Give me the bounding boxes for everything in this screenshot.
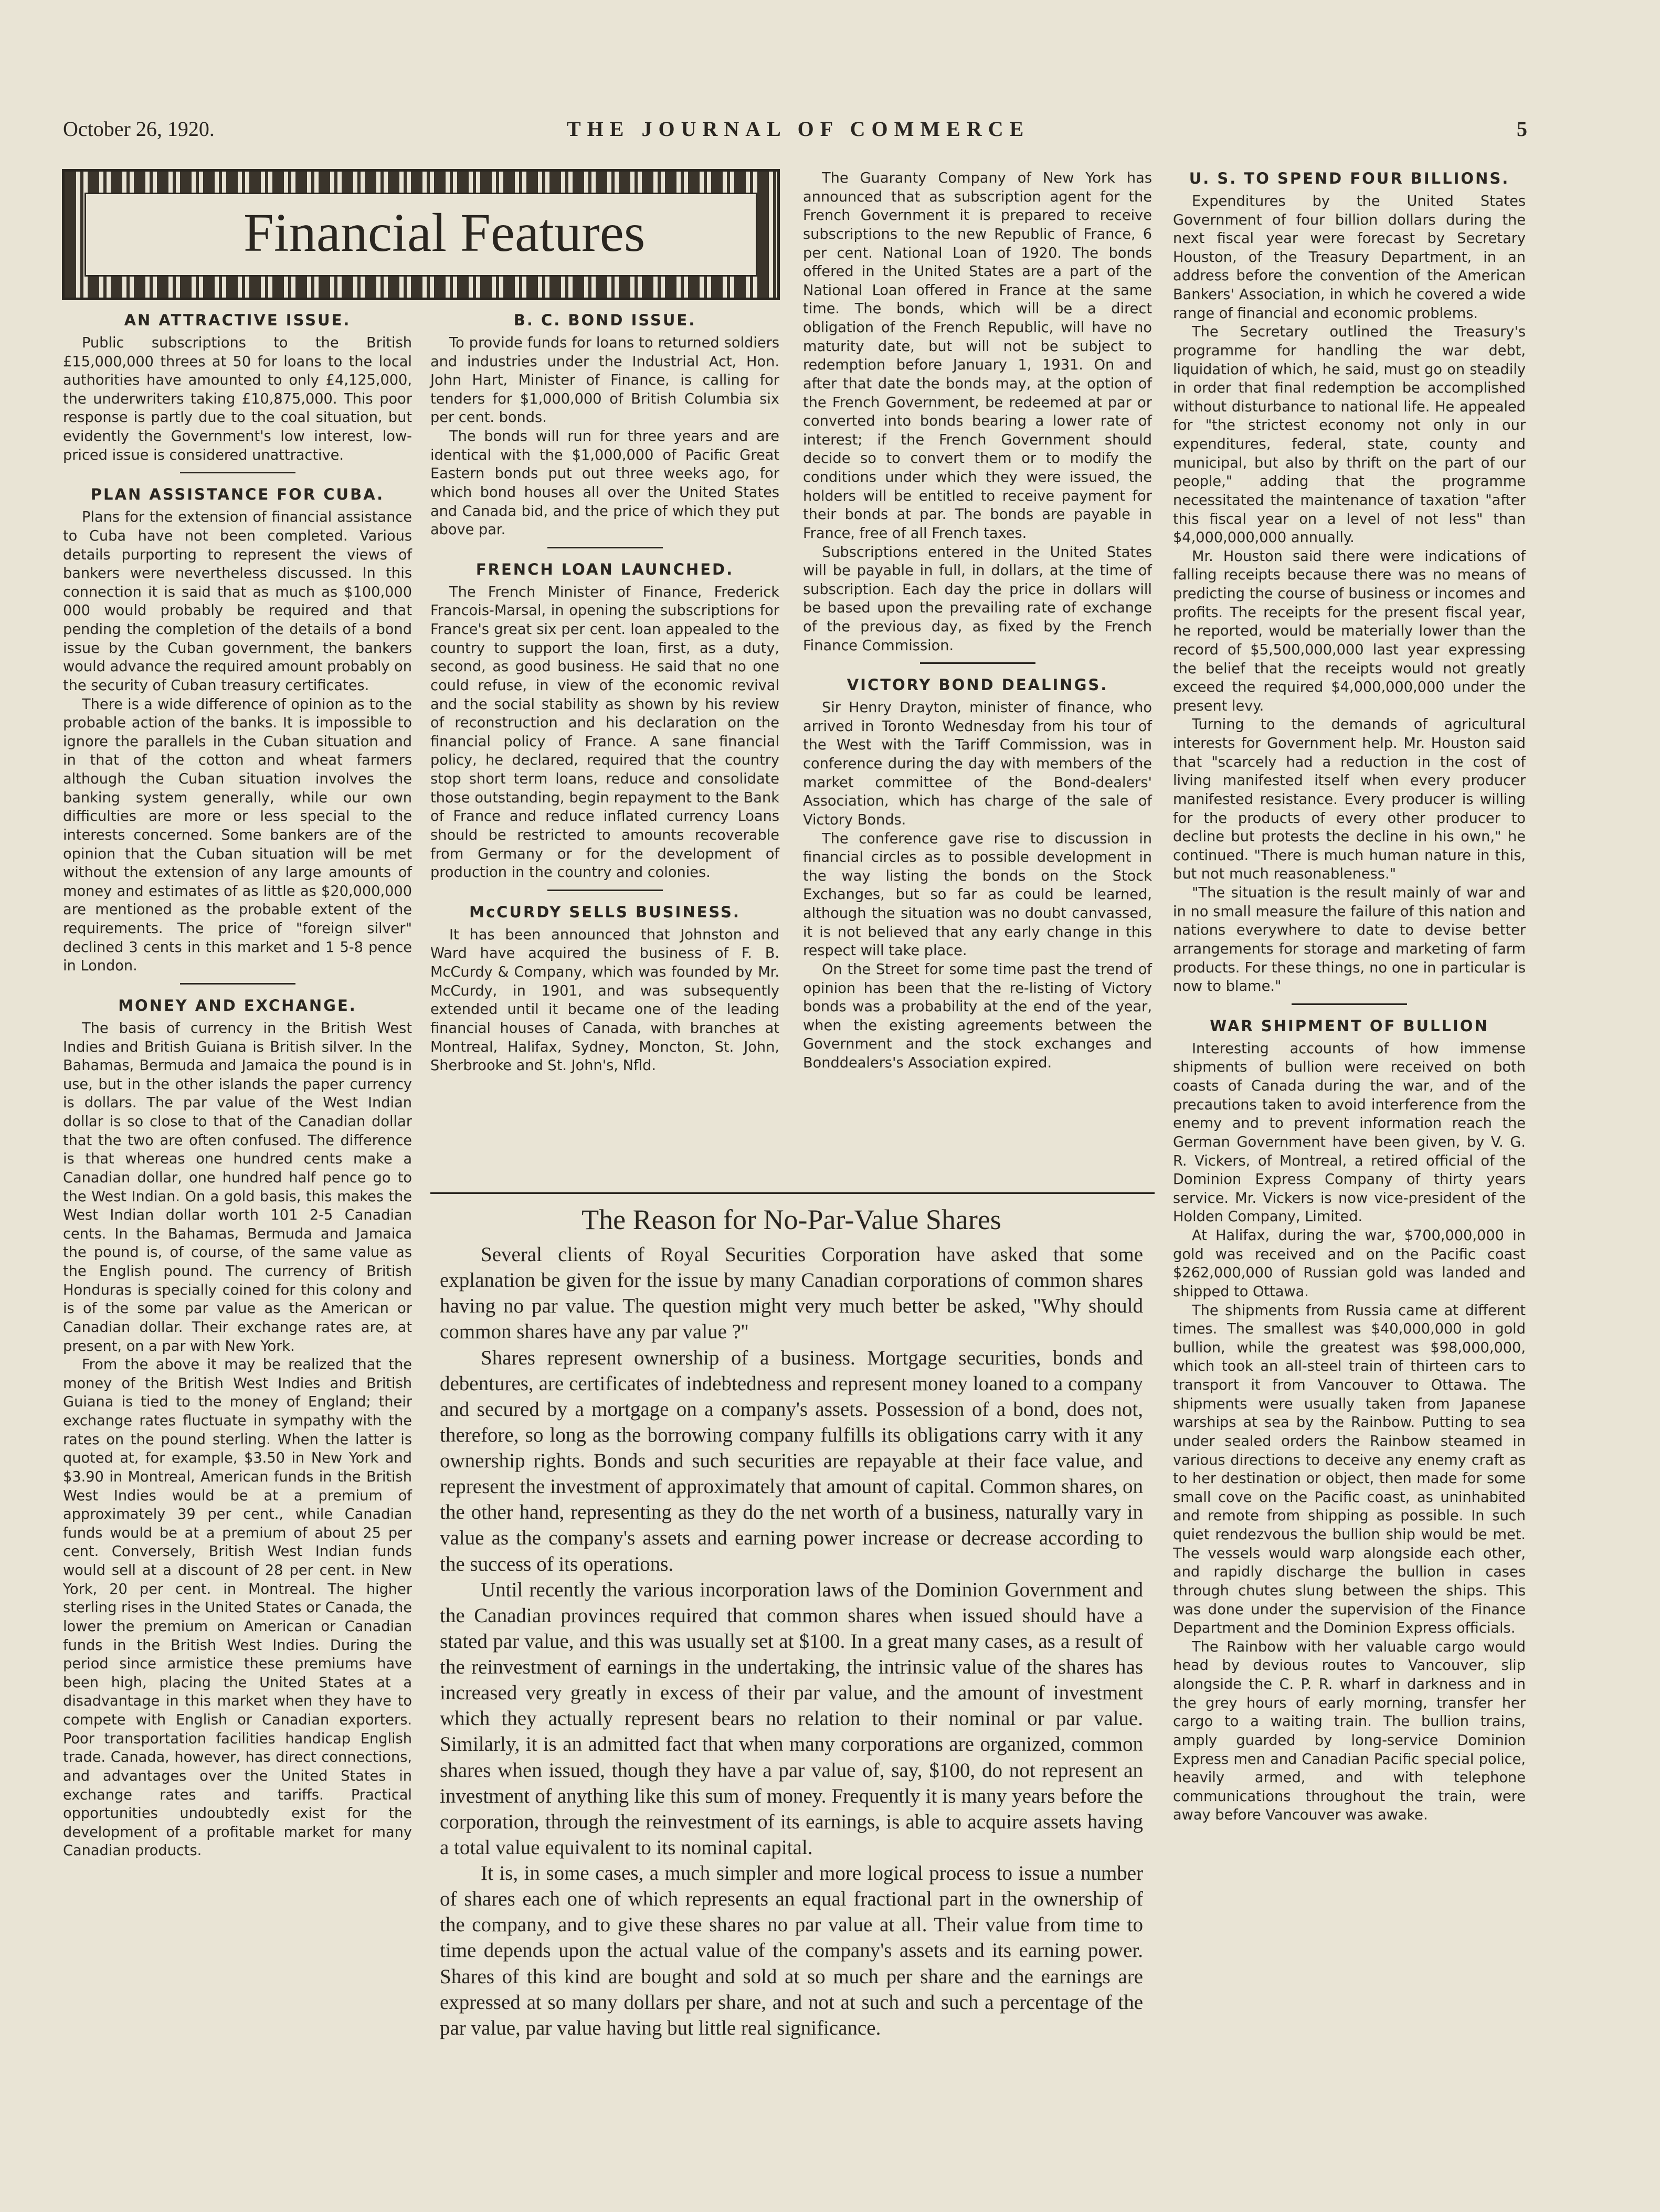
column-1 <box>63 311 412 1860</box>
article-top-rule <box>430 1192 1155 1194</box>
heading-attractive-issue: AN ATTRACTIVE ISSUE. <box>124 311 351 329</box>
paragraph: It is, in some cases, a much simpler and more logical process to issue a number of shares each one of which represents an equal fractional part in the ownership of the company, and to give these shares no par value at all. Their value from time to time depends upon the actual value of the company's assets and its earning power. Shares of this kind are bought and sold at so much per share and the earnings are expressed at so many dollars per share, and not at such and such a percentage of the par value, par value having but little real significance. <box>440 1862 1143 2039</box>
paragraph: The bonds will run for three years and are identical with the $1,000,000 of Pacific Great Eastern bonds put out three weeks ago, for which bond houses all over the United States and Canada bid, and the price of which they put above par. <box>430 428 779 538</box>
paragraph: Several clients of Royal Securities Corporation have asked that some explanation be given for the issue by many Canadian corporations of common shares having no par value. The question might very much better be asked, ''Why should common shares have any par value ?'' <box>440 1243 1143 1343</box>
section-divider <box>180 983 295 985</box>
banner-inner-panel <box>84 193 757 277</box>
heading-french-loan-launched: FRENCH LOAN LAUNCHED. <box>475 560 734 578</box>
paragraph: Sir Henry Drayton, minister of finance, who arrived in Toronto Wednesday from his tour of the West with the Tariff Commission, was in conference during the day with members of the market committee of the Bond-dealers' Association, which has charge of the sale of Victory Bonds. <box>803 700 1152 828</box>
paragraph: It has been announced that Johnston and Ward have acquired the business of F. B. McCurdy & Company, which was founded by Mr. McCurdy, in 1901, and was subsequently extended until it became one of the leading financial houses of Canada, with branches at Montreal, Halifax, Sydney, Moncton, St. John, Sherbrooke and St. John's, Nfld. <box>430 926 779 1074</box>
heading-victory-bond-dealings: VICTORY BOND DEALINGS. <box>847 676 1108 694</box>
paragraph: The basis of currency in the British West Indies and British Guiana is British silver. In the Bahamas, Bermuda and Jamaica the pound is in use, but in the other islands the paper currency is dollars. The par value of the West Indian dollar is so close to that of the Canadian dollar that the two are often confused. The difference is that whereas one hundred cents make a Canadian dollar, one hundred half pence go to the West Indian. On a gold basis, this makes the West Indian dollar worth 101 2-5 Canadian cents. In the Bahamas, Bermuda and Jamaica the pound is, of course, of the same value as the English pound. The currency of British Honduras is specially coined for this colony and is of the some par value as the American or Canadian dollar. Their exchange rates are, at present, on a par with New York. <box>63 1020 412 1354</box>
paragraph: Public subscriptions to the British £15,000,000 threes at 50 for loans to the local authorities have amounted to only £4,125,000, the underwriters taking £10,875,000. This poor response is partly due to the coal situation, but evidently the Government's low interest, low-priced issue is considered unattractive. <box>63 334 412 463</box>
financial-features-banner <box>62 169 780 300</box>
heading-bc-bond-issue: B. C. BOND ISSUE. <box>513 311 696 329</box>
paragraph: The conference gave rise to discussion in financial circles as to possible development in the way listing the bonds on the Stock Exchanges, but so far as could be learned, although the situation was no doubt canvassed, it is not believed that any early change in this respect will take place. <box>803 830 1152 959</box>
paragraph: Shares represent ownership of a business. Mortgage securities, bonds and debentures, are certificates of indebtedness and represent money loaned to a company and secured by a mortgage on a company's assets. Possession of a bond, does not, therefore, so long as the borrowing company fulfills its obligations carry with it any ownership rights. Bonds and such securities are repayable at their face value, and represent the investment of approximately that amount of capital. Common shares, on the other hand, representing as they do the net worth of a business, naturally vary in value as the company's assets and earning power increase or decrease according to the success of its operations. <box>440 1346 1143 1575</box>
page-number: 5 <box>1517 117 1527 141</box>
paragraph: To provide funds for loans to returned soldiers and industries under the Industrial Act, Hon. John Hart, Minister of Finance, is calling for tenders for $1,000,000 of British Columbia six per cent. bonds. <box>430 334 779 426</box>
section-divider <box>547 547 663 548</box>
issue-date: October 26, 1920. <box>63 117 215 141</box>
paragraph: There is a wide difference of opinion as to the probable action of the banks. It is impossible to ignore the parallels in the Cuban situation and in that of the cotton and wheat farmers although the Cuban situation involves the banking system generally, while our own difficulties are more or less special to the interests concerned. Some bankers are of the opinion that the Cuban situation will be met without the extension of any large amounts of money and estimates of as little as $20,000,000 are mentioned as the probable extent of the requirements. The price of "foreign silver" declined 3 cents in this market and 1 5-8 pence in London. <box>63 696 412 975</box>
heading-mccurdy-sells-business: McCURDY SELLS BUSINESS. <box>469 903 741 921</box>
paragraph: The Rainbow with her valuable cargo would head by devious routes to Vancouver, slip alongside the C. P. R. wharf in darkness and in the grey hours of early morning, transfer her cargo to a waiting train. The bullion trains, amply guarded by long-service Dominion Express men and Canadian Pacific special police, heavily armed, and with telephone communications throughout the train, were away before Vancouver was awake. <box>1173 1638 1526 1824</box>
paragraph: The French Minister of Finance, Frederick Francois-Marsal, in opening the subscriptions for France's great six per cent. loan appealed to the country to support the loan, first, as a duty, second, as good business. He said that no one could refuse, in view of the economic revival and the social stability as shown by his review of reconstruction and his declaration on the financial policy of France. A sane financial policy, he declared, required that the country stop short term loans, reduce and consolidate those outstanding, begin repayment to the Bank of France and reduce inflated currency Loans should be restricted to amounts recoverable from Germany or for the development of production in the country and colonies. <box>430 584 779 881</box>
paragraph: Subscriptions entered in the United States will be payable in full, in dollars, at the time of subscription. Each day the price in dollars will be based upon the prevailing rate of exchange of the previous day, as fixed by the French Finance Commission. <box>803 544 1152 654</box>
no-par-value-article <box>440 1202 1143 2041</box>
paragraph: Expenditures by the United States Government of four billion dollars during the next fiscal year were forecast by Secretary Houston, of the Treasury Department, in an address before the convention of the American Bankers' Association, in which he covered a wide range of financial and economic problems. <box>1173 193 1526 322</box>
heading-us-spend-four-billions: U. S. TO SPEND FOUR BILLIONS. <box>1189 170 1510 187</box>
paragraph: "The situation is the result mainly of war and in no small measure the failure of this nation and nations everywhere to date to devise better arrangements for storage and marketing of farm products. For these things, no one in particular is now to blame." <box>1173 885 1526 995</box>
paragraph: From the above it may be realized that the money of the British West Indies and British Guiana is tied to the money of England; their exchange rates fluctuate in sympathy with the rates on the pound sterling. When the latter is quoted at, for example, $3.50 in New York and $3.90 in Montreal, American funds in the British West Indies would be at a premium of approximately 39 per cent., while Canadian funds would be at a premium of about 25 per cent. Conversely, British West Indian funds would sell at a discount of 28 per cent. in New York, 20 per cent. in Montreal. The higher sterling rises in the United States or Canada, the lower the premium on American or Canadian funds in the British West Indies. During the period since armistice these premiums have been high, placing the United States at a disadvantage in this market when they have to compete with English or Canadian exporters. Poor transportation facilities handicap English trade. Canada, however, has direct connections, and advantages over the United States in exchange rates and tariffs. Practical opportunities undoubtedly exist for the development of a profitable market for many Canadian products. <box>63 1357 412 1859</box>
paragraph: Plans for the extension of financial assistance to Cuba have not been completed. Various details purporting to represent the views of bankers were nevertheless discussed. In this connection it is said that as much as $100,000 000 would probably be required and that pending the completion of the details of a bond issue by the Cuban government, the bankers would advance the required amount probably on the security of Cuban treasury certificates. <box>63 509 412 694</box>
paragraph: The Secretary outlined the Treasury's programme for handling the war debt, liquidation of which, he said, must go on steadily in order that final redemption be accomplished without disturbance to national life. He appealed for "the strictest economy not only in our expenditures, federal, state, county and municipal, but also by thrift on the part of our people," adding that the programme necessitated the maintenance of taxation "after this fiscal year on a level of not less" than $4,000,000,000 annually. <box>1173 324 1526 546</box>
article-title: The Reason for No-Par-Value Shares <box>581 1204 1001 1235</box>
column-4 <box>1173 169 1526 1825</box>
column-3 <box>803 169 1152 1073</box>
section-divider <box>547 890 663 891</box>
column-2 <box>430 311 779 1075</box>
heading-plan-assistance-cuba: PLAN ASSISTANCE FOR CUBA. <box>90 485 385 504</box>
banner-heading: Financial Features <box>244 203 646 263</box>
masthead <box>63 117 1527 148</box>
publication-title: THE JOURNAL OF COMMERCE <box>567 117 1030 141</box>
paragraph: On the Street for some time past the trend of opinion has been that the re-listing of Victory bonds was a probability at the end of the year, when the existing agreements between the Government and the stock exchanges and Bonddealers's Association expired. <box>803 961 1152 1072</box>
heading-war-shipment-bullion: WAR SHIPMENT OF BULLION <box>1210 1017 1489 1035</box>
paragraph: At Halifax, during the war, $700,000,000 in gold was received and on the Pacific coast $262,000,000 of Russian gold was landed and shipped to Ottawa. <box>1173 1227 1526 1300</box>
paragraph: The shipments from Russia came at different times. The smallest was $40,000,000 in gold bullion, while the greatest was $98,000,000, which took an all-steel train of thirteen cars to transport it from Vancouver to Ottawa. The shipments were usually taken from Japanese warships at sea by the Rainbow. Putting to sea under sealed orders the Rainbow steamed in various directions to deceive any enemy craft as to her destination or object, then made for some small cove on the Pacific coast, as uninhabited and remote from shipping as possible. In such quiet rendezvous the bullion ship would be met. The vessels would warp alongside each other, and rapidly discharge the bullion in cases through chutes slung between the ships. This was done under the supervision of the Finance Department and the Dominion Express officials. <box>1173 1302 1526 1637</box>
paragraph: Until recently the various incorporation laws of the Dominion Government and the Canadian provinces required that common shares when issued should have a stated par value, and this was usually set at $100. In a great many cases, as a result of the reinvestment of earnings in the undertaking, the intrinsic value of the shares has increased very greatly in excess of their par value, and the amount of investment which they actually represent bears no relation to their nominal or par value. Similarly, it is an admitted fact that when many corporations are organized, common shares when issued, though they have a par value of, say, $100, do not represent an investment of anything like this sum of money. Frequently it is many years before the corporation, through the reinvestment of its earnings, is able to acquire assets having a total value equivalent to its nominal capital. <box>440 1578 1143 1859</box>
section-divider <box>920 662 1035 664</box>
section-divider <box>180 472 295 473</box>
paragraph: Interesting accounts of how immense shipments of bullion were received on both coasts of Canada during the war, and of the precautions taken to avoid interference from the enemy and to prevent information reach the German Government have been given, by V. G. R. Vickers, of Montreal, a retired official of the Dominion Express Company of thirty years service. Mr. Vickers is now vice-president of the Holden Company, Limited. <box>1173 1040 1526 1225</box>
heading-money-exchange: MONEY AND EXCHANGE. <box>118 996 357 1014</box>
paragraph: The Guaranty Company of New York has announced that as subscription agent for the French Government it is prepared to receive subscriptions to the new Republic of France, 6 per cent. National Loan of 1920. The bonds offered in the United States are a part of the National Loan offered in France at the same time. The bonds, which will be a direct obligation of the French Republic, will have no maturity date, but will not be subject to redemption before January 1, 1931. On and after that date the bonds may, at the option of the French Government, be redeemed at par or converted into bonds bearing a lower rate of interest; if the French Government should decide so to convert them or to modify the conditions under which they were issued, the holders will be entitled to receive payment for their bonds at par. The bonds are payable in France, free of all French taxes. <box>803 170 1152 542</box>
section-divider <box>1292 1003 1407 1005</box>
paragraph: Turning to the demands of agricultural interests for Government help. Mr. Houston said that "scarcely had a reduction in the cost of living manifested itself when every producer manifested resistance. Every producer is willing for the products of every other producer to decline but protests the decline in his own," he continued. "There is much human nature in this, but not much reasonableness." <box>1173 716 1526 883</box>
paragraph: Mr. Houston said there were indications of falling receipts because there was no means of predicting the course of business or incomes and profits. The receipts for the present fiscal year, he reported, would be materially lower than the record of $5,500,000,000 last year expressing the belief that the receipts would not greatly exceed the required $4,000,000,000 under the present levy. <box>1173 548 1526 714</box>
